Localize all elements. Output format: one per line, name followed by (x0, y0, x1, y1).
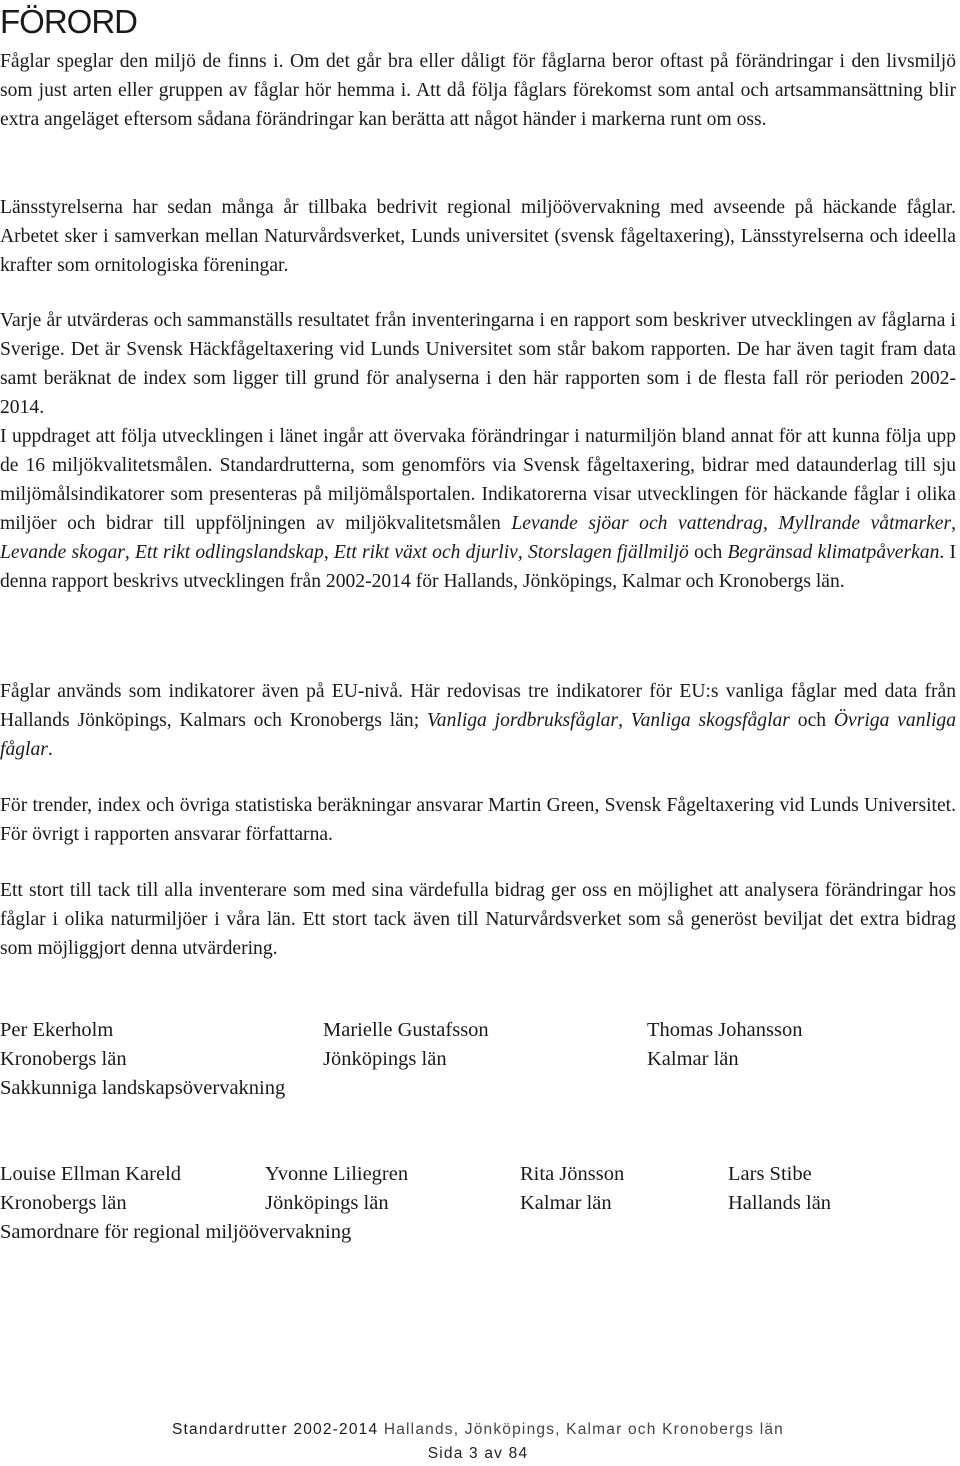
page-footer (0, 1418, 956, 1466)
signature-role: Sakkunniga landskapsövervakning (0, 1077, 286, 1099)
signature-county: Jönköpings län (323, 1048, 447, 1070)
indicator-farmland-birds: Vanliga jordbruksfåglar (426, 710, 619, 731)
footer-title: Standardrutter 2002-2014 (171, 1421, 379, 1438)
signature-name: Per Ekerholm (0, 1019, 114, 1041)
signature-name: Rita Jönsson (520, 1163, 625, 1185)
signature-role-row (0, 1074, 956, 1103)
evaluation-text: Varje år utvärderas och sammanställs resultatet från inventeringarna i en rapport som beskriver utvecklingen av fåglarna i Sverige. Det är Svensk Häckfågeltaxering vid Lunds Universitet som står bakom rapporten. De har även tagit fram data samt beräknat de index som ligger till grund för analyserna i den här rapporten som i de flesta fall rör perioden 2002-2014. (0, 310, 956, 418)
signature-role: Samordnare för regional miljöövervakning (0, 1221, 352, 1243)
paragraph-county-boards: Länsstyrelserna har sedan många år tillbaka bedrivit regional miljöövervakning med avseende på häckande fåglar. Arbetet sker i samverkan mellan Naturvårdsverket, Lunds universitet (svensk fågeltaxering), Länsstyrelserna och ideella krafter som ornitologiska föreningar. (0, 197, 956, 276)
signature-name: Yvonne Liliegren (265, 1163, 409, 1185)
signature-names-row (0, 1160, 956, 1189)
signature-names-row (0, 1016, 956, 1045)
signature-county: Jönköpings län (265, 1192, 389, 1214)
indicator-forest-birds: Vanliga skogsfåglar (630, 710, 790, 731)
eu-indicators-text: Fåglar används som indikatorer även på EU-nivå. Här redovisas tre indikatorer för EU:s vanliga fåglar med data från Hallands Jönköpings, Kalmars och Kronobergs län; (0, 681, 956, 731)
signature-name: Thomas Johansson (647, 1019, 803, 1041)
signature-name: Louise Ellman Kareld (0, 1163, 182, 1185)
goal-forests: Levande skogar (0, 542, 125, 563)
footer-subtitle: Hallands, Jönköpings, Kalmar och Kronobergs län (383, 1421, 785, 1438)
signature-name: Lars Stibe (728, 1163, 812, 1185)
signature-county: Kronobergs län (0, 1048, 127, 1070)
conjunction: och (797, 710, 827, 731)
footer-title-line (0, 1418, 956, 1442)
signature-block-experts (0, 1016, 956, 1103)
signature-block-coordinators (0, 1160, 956, 1247)
page-title: FÖRORD (0, 3, 137, 40)
paragraph-eu-indicators: Fåglar används som indikatorer även på EU-nivå. Här redovisas tre indikatorer för EU:s vanliga fåglar med data från Hallands Jönköpings, Kalmars och Kronobergs län; Vanliga jordbruksfåglar, Vanliga skogsfåglar och Övriga vanliga fåglar. (0, 681, 956, 760)
signature-counties-row (0, 1045, 956, 1074)
report-scope-text: . I denna rapport beskrivs utvecklingen från 2002-2014 för Hallands, Jönköpings, Kalmar och Kronobergs län. (0, 542, 957, 592)
conjunction: och (693, 542, 723, 563)
goal-climate: Begränsad klimatpåverkan (727, 542, 940, 563)
page-number: Sida 3 av 84 (427, 1445, 529, 1462)
paragraph-thanks: Ett stort till tack till alla inventerare som med sina värdefulla bidrag ger oss en möjlighet att analysera förändringar hos fåglar i olika naturmiljöer i våra län. Ett stort tack även till Naturvårdsverket som så generöst beviljat det extra bidrag som möjliggjort denna utvärdering. (0, 880, 956, 959)
goal-wetlands: Myllrande våtmarker (778, 513, 952, 534)
goal-farmland: Ett rikt odlingslandskap (134, 542, 324, 563)
signature-name: Marielle Gustafsson (323, 1019, 489, 1041)
goal-lakes: Levande sjöar och vattendrag (511, 513, 763, 534)
signature-county: Kalmar län (520, 1192, 612, 1214)
indicator-other-birds: Övriga vanliga fåglar (0, 710, 956, 760)
goal-biodiversity: Ett rikt växt och djurliv (333, 542, 518, 563)
signature-counties-row (0, 1189, 956, 1218)
signature-role-row (0, 1218, 956, 1247)
goal-mountains: Storslagen fjällmiljö (527, 542, 689, 563)
paragraph-responsibility: För trender, index och övriga statistiska beräkningar ansvarar Martin Green, Svensk Fågeltaxering vid Lunds Universitet. För övrigt i rapporten ansvarar författarna. (0, 795, 956, 845)
signature-county: Kalmar län (647, 1048, 739, 1070)
paragraph-evaluation: Varje år utvärderas och sammanställs resultatet från inventeringarna i en rapport som beskriver utvecklingen av fåglarna i Sverige. Det är Svensk Häckfågeltaxering vid Lunds Universitet som står bakom rapporten. De har även tagit fram data samt beräknat de index som ligger till grund för analyserna i den här rapporten som i de flesta fall rör perioden 2002-2014. I uppdraget att följa utvecklingen i länet ingår att övervaka förändringar i naturmiljön bland annat för att kunna följa upp de 16 miljökvalitetsmålen. Standardrutterna, som genomförs via Svensk fågeltaxering, bidrar med dataunderlag till sju miljömålsindikatorer som presenteras på miljömålsportalen. Indikatorerna visar utvecklingen för häckande fåglar i olika miljöer och bidrar till uppföljningen av miljökvalitetsmålen Levande sjöar och vattendrag, Myllrande våtmarker, Levande skogar, Ett rikt odlingslandskap, Ett rikt växt och djurliv, Storslagen fjällmiljö och Begränsad klimatpåverkan. I denna rapport beskrivs utvecklingen från 2002-2014 för Hallands, Jönköpings, Kalmar och Kronobergs län. (0, 310, 957, 592)
signature-county: Hallands län (728, 1192, 832, 1214)
assignment-text: I uppdraget att följa utvecklingen i länet ingår att övervaka förändringar i naturmiljön bland annat för att kunna följa upp de 16 miljökvalitetsmålen. Standardrutterna, som genomförs via Svensk fågeltaxering, bidrar med dataunderlag till sju miljömålsindikatorer som presenteras på miljömålsportalen. Indikatorerna visar utvecklingen för häckande fåglar i olika miljöer och bidrar till uppföljningen av miljökvalitetsmålen (0, 426, 956, 534)
signature-county: Kronobergs län (0, 1192, 127, 1214)
paragraph-intro: Fåglar speglar den miljö de finns i. Om det går bra eller dåligt för fåglarna beror oftast på förändringar i den livsmiljö som just arten eller gruppen av fåglar hör hemma i. Att då följa fåglars förekomst som antal och artsammansättning blir extra angeläget eftersom sådana förändringar kan berätta att något händer i markerna runt om oss. (0, 51, 956, 130)
